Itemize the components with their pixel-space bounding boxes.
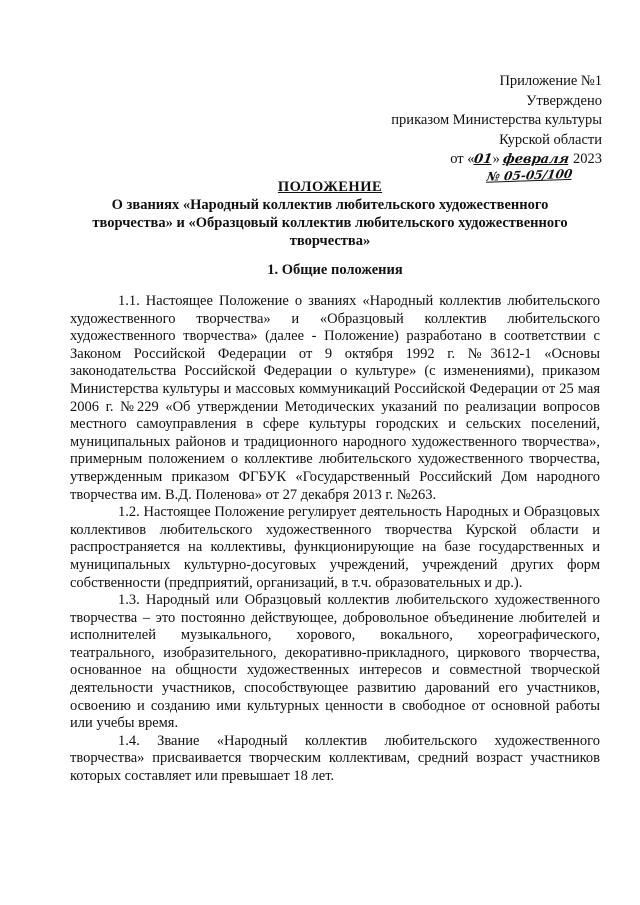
date-day-handwritten: 01 xyxy=(473,152,494,167)
section-heading: 1. Общие положения xyxy=(267,262,403,278)
section-body xyxy=(70,293,600,786)
document-title: ПОЛОЖЕНИЕ xyxy=(277,179,383,195)
date-month-handwritten: февраля xyxy=(502,152,571,167)
approval-block xyxy=(391,72,602,187)
order-of-label: приказом Министерства культуры xyxy=(391,112,602,128)
date-mid: » xyxy=(492,151,504,167)
approved-label: Утверждено xyxy=(526,92,602,109)
paragraph-1-2: 1.2. Настоящее Положение регулирует деятельность Народных и Образцовых коллективов любительского художественного творчества Курской области и распространяется на коллективы, функционирующие на базе государственных и муниципальных культурно-досуговых учреждений, учреждений других форм собственности (предприятий, организаций, в т.ч. образовательных и др.). xyxy=(70,504,600,591)
paragraph-1-1: 1.1. Настоящее Положение о званиях «Народный коллектив любительского художественного творчества» и «Образцовый коллектив любительского художественного творчества» (далее - Положение) разработано в соответствии с Законом Российской Федерации от 9 октября 1992 г. №3612-1 «Основы законодательства Российской Федерации о культуре» (с изменениями), приказом Министерства культуры и массовых коммуникаций Российской Федерации от 25 мая 2006 г. №229 «Об утверждении Методических указаний по реализации вопросов местного самоуправления в сфере культуры городских и сельских поселений, муниципальных районов и традиционного народного художественного творчества», примерным положением о коллективе любительского художественного творчества, утвержденным приказом ФГБУК «Государственный Российский Дом народного творчества им. В.Д. Поленова» от 27 декабря 2013 г. №263. xyxy=(70,293,600,503)
document-subtitle-line: творчества» и «Образцовый коллектив любительского художественного xyxy=(92,215,568,231)
document-subtitle-line: О званиях «Народный коллектив любительского художественного xyxy=(111,197,549,213)
order-number-handwritten: № 05-05/100 xyxy=(486,166,574,184)
paragraph-1-4: 1.4. Звание «Народный коллектив любительского художественного творчества» присваивается творческим коллективам, средний возраст участников которых составляет или превышает 18 лет. xyxy=(70,732,600,785)
document-title-block xyxy=(70,178,590,250)
paragraph-1-3: 1.3. Народный или Образцовый коллектив любительского художественного творчества – это постоянно действующее, добровольное объединение любителей и исполнителей музыкального, хорового, вокального, хореографического, театрального, изобразительного, декоративно-прикладного, циркового творчества, основанное на общности художественных интересов и совместной творческой деятельности участников, способствующее развитию дарований его участников, освоению и созданию ими культурных ценности в свободное от основной работы или учебы время. xyxy=(70,592,600,732)
document-subtitle-line: творчества» xyxy=(289,233,371,249)
region-label: Курской области xyxy=(499,131,602,148)
date-year: 2023 xyxy=(569,151,602,167)
appendix-label: Приложение №1 xyxy=(499,73,602,89)
date-prefix: от « xyxy=(450,151,475,167)
